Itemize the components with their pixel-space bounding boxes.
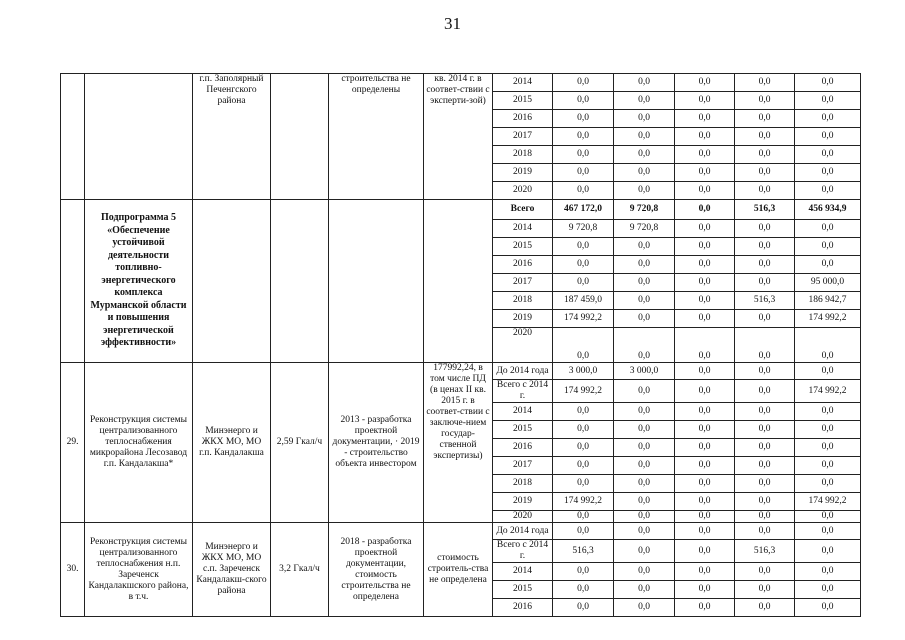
value-cell: 0,0 [735, 439, 795, 457]
value-cell: 0,0 [735, 563, 795, 581]
value-cell: 0,0 [553, 599, 614, 617]
value-cell: 0,0 [675, 274, 735, 292]
value-cell: 0,0 [795, 581, 861, 599]
year-cell: 2015 [493, 421, 553, 439]
year-cell: 2020 [493, 328, 553, 363]
year-cell: 2014 [493, 74, 553, 92]
cost-cell: стоимость строитель-ства не определена [424, 523, 493, 617]
value-cell: 0,0 [675, 220, 735, 238]
value-cell: 0,0 [675, 310, 735, 328]
page-number: 31 [444, 14, 461, 33]
value-cell: 0,0 [614, 581, 675, 599]
value-cell: 0,0 [735, 274, 795, 292]
value-cell: 0,0 [614, 274, 675, 292]
value-cell: 0,0 [553, 128, 614, 146]
value-cell: 0,0 [675, 74, 735, 92]
year-cell: До 2014 года [493, 363, 553, 380]
value-cell: 0,0 [735, 310, 795, 328]
value-cell: 0,0 [553, 274, 614, 292]
value-cell: 0,0 [735, 110, 795, 128]
table-row [61, 200, 861, 220]
year-cell: 2016 [493, 110, 553, 128]
value-cell: 0,0 [553, 256, 614, 274]
value-cell: 0,0 [614, 164, 675, 182]
year-cell: 2014 [493, 563, 553, 581]
value-cell: 0,0 [614, 599, 675, 617]
value-cell: 174 992,2 [553, 493, 614, 511]
value-cell: 0,0 [675, 599, 735, 617]
value-cell: 9 720,8 [614, 220, 675, 238]
value-cell: 0,0 [795, 475, 861, 493]
value-cell: 0,0 [553, 421, 614, 439]
value-cell: 0,0 [614, 421, 675, 439]
value-cell: 0,0 [735, 220, 795, 238]
value-cell: 0,0 [795, 238, 861, 256]
value-cell: 0,0 [795, 457, 861, 475]
value-cell: 0,0 [614, 182, 675, 200]
row-number-cell: 30. [61, 523, 85, 617]
value-cell: 0,0 [675, 540, 735, 563]
table-row [61, 74, 861, 92]
value-cell: 0,0 [553, 511, 614, 523]
table-body [61, 74, 861, 617]
row-number-cell: 29. [61, 363, 85, 523]
value-cell: 0,0 [735, 380, 795, 403]
value-cell: 0,0 [795, 74, 861, 92]
value-cell: 0,0 [795, 439, 861, 457]
value-cell: 0,0 [735, 493, 795, 511]
row-number-cell [61, 200, 85, 363]
value-cell: 0,0 [795, 110, 861, 128]
value-cell: 0,0 [614, 523, 675, 540]
value-cell: 516,3 [735, 292, 795, 310]
executor-cell: Минэнерго и ЖКХ МО, МО с.п. Зареченск Кандалакш-ского района [193, 523, 271, 617]
year-cell: 2019 [493, 310, 553, 328]
year-cell: 2015 [493, 92, 553, 110]
value-cell: 0,0 [735, 182, 795, 200]
value-cell: 0,0 [735, 599, 795, 617]
value-cell: 0,0 [795, 256, 861, 274]
value-cell: 0,0 [675, 182, 735, 200]
value-cell: 0,0 [553, 328, 614, 363]
year-cell: 2018 [493, 475, 553, 493]
value-cell: 0,0 [553, 238, 614, 256]
value-cell: 0,0 [553, 563, 614, 581]
value-cell: 0,0 [675, 457, 735, 475]
value-cell: 0,0 [614, 238, 675, 256]
value-cell: 516,3 [553, 540, 614, 563]
value-cell: 0,0 [614, 310, 675, 328]
value-cell: 0,0 [675, 92, 735, 110]
year-cell: Всего с 2014 г. [493, 540, 553, 563]
value-cell: 0,0 [795, 328, 861, 363]
subprogram-title: Подпрограмма 5 «Обеспечение устойчивой деятельности топливно-энергетического комплекса Мурманской области и повышения энергетической эффективности» [85, 200, 193, 363]
value-cell: 0,0 [675, 328, 735, 363]
cost-cell: кв. 2014 г. в соответ-ствии с эксперти-зой) [424, 74, 493, 200]
value-cell: 0,0 [795, 128, 861, 146]
value-cell: 0,0 [795, 146, 861, 164]
value-cell: 0,0 [553, 403, 614, 421]
value-cell: 0,0 [795, 511, 861, 523]
value-cell: 9 720,8 [614, 200, 675, 220]
value-cell: 0,0 [553, 457, 614, 475]
value-cell: 0,0 [614, 493, 675, 511]
value-cell: 0,0 [675, 110, 735, 128]
capacity-cell: 2,59 Гкал/ч [271, 363, 329, 523]
value-cell: 0,0 [553, 110, 614, 128]
year-cell: 2016 [493, 256, 553, 274]
value-cell: 174 992,2 [795, 380, 861, 403]
value-cell: 0,0 [675, 238, 735, 256]
value-cell: 0,0 [614, 475, 675, 493]
value-cell: 0,0 [553, 475, 614, 493]
value-cell: 0,0 [675, 493, 735, 511]
value-cell: 0,0 [735, 475, 795, 493]
capacity-cell [271, 200, 329, 363]
value-cell: 174 992,2 [553, 310, 614, 328]
value-cell: 0,0 [675, 563, 735, 581]
value-cell: 187 459,0 [553, 292, 614, 310]
executor-cell: г.п. Заполярный Печенгского района [193, 74, 271, 200]
value-cell: 0,0 [795, 599, 861, 617]
value-cell: 0,0 [735, 457, 795, 475]
object-name-cell: Реконструкция системы централизованного теплоснабжения н.п. Зареченск Кандалакшского района, в т.ч. [85, 523, 193, 617]
year-cell: 2019 [493, 493, 553, 511]
value-cell: 0,0 [614, 328, 675, 363]
table-row [61, 523, 861, 540]
capacity-cell: 3,2 Гкал/ч [271, 523, 329, 617]
value-cell: 516,3 [735, 540, 795, 563]
value-cell: 0,0 [735, 238, 795, 256]
value-cell: 0,0 [614, 74, 675, 92]
investment-table [60, 73, 861, 617]
value-cell: 0,0 [735, 363, 795, 380]
executor-cell [193, 200, 271, 363]
value-cell: 0,0 [735, 511, 795, 523]
value-cell: 0,0 [614, 92, 675, 110]
value-cell: 0,0 [614, 540, 675, 563]
value-cell: 0,0 [553, 182, 614, 200]
value-cell: 3 000,0 [614, 363, 675, 380]
stage-cell: 2013 - разработка проектной документации, · 2019 - строительство объекта инвестором [329, 363, 424, 523]
year-cell: 2016 [493, 439, 553, 457]
value-cell: 0,0 [675, 523, 735, 540]
stage-cell: 2018 - разработка проектной документации, стоимость строительства не определена [329, 523, 424, 617]
object-name-cell [85, 74, 193, 200]
value-cell: 0,0 [735, 92, 795, 110]
value-cell: 0,0 [675, 200, 735, 220]
value-cell: 0,0 [675, 581, 735, 599]
cost-cell: 177992,24, в том числе ПД (в ценах II кв. 2015 г. в соответ-ствии с заключе-нием государ-ственной экспертизы) [424, 363, 493, 523]
value-cell: 0,0 [614, 110, 675, 128]
stage-cell: строительства не определены [329, 74, 424, 200]
value-cell: 0,0 [795, 421, 861, 439]
value-cell: 0,0 [675, 256, 735, 274]
value-cell: 0,0 [795, 563, 861, 581]
value-cell: 0,0 [675, 292, 735, 310]
value-cell: 0,0 [553, 74, 614, 92]
stage-cell [329, 200, 424, 363]
row-number-cell [61, 74, 85, 200]
year-cell: До 2014 года [493, 523, 553, 540]
value-cell: 186 942,7 [795, 292, 861, 310]
value-cell: 174 992,2 [553, 380, 614, 403]
value-cell: 0,0 [553, 164, 614, 182]
value-cell: 0,0 [795, 540, 861, 563]
value-cell: 0,0 [614, 563, 675, 581]
value-cell: 0,0 [675, 146, 735, 164]
value-cell: 0,0 [675, 164, 735, 182]
value-cell: 0,0 [553, 146, 614, 164]
value-cell: 0,0 [735, 128, 795, 146]
year-cell: 2015 [493, 581, 553, 599]
year-cell: 2017 [493, 128, 553, 146]
value-cell: 0,0 [795, 363, 861, 380]
year-cell: 2020 [493, 511, 553, 523]
value-cell: 0,0 [553, 439, 614, 457]
value-cell: 0,0 [675, 128, 735, 146]
value-cell: 0,0 [735, 403, 795, 421]
year-cell: 2014 [493, 403, 553, 421]
value-cell: 174 992,2 [795, 310, 861, 328]
cost-cell [424, 200, 493, 363]
value-cell: 0,0 [553, 523, 614, 540]
value-cell: 0,0 [614, 403, 675, 421]
year-cell: 2019 [493, 164, 553, 182]
value-cell: 0,0 [735, 421, 795, 439]
value-cell: 9 720,8 [553, 220, 614, 238]
value-cell: 3 000,0 [553, 363, 614, 380]
value-cell: 0,0 [735, 146, 795, 164]
value-cell: 0,0 [675, 380, 735, 403]
value-cell: 0,0 [675, 475, 735, 493]
year-cell: Всего с 2014 г. [493, 380, 553, 403]
value-cell: 0,0 [735, 581, 795, 599]
value-cell: 0,0 [675, 363, 735, 380]
object-name-cell: Реконструкция системы централизованного теплоснабжения микрорайона Лесозавод г.п. Кандалакша* [85, 363, 193, 523]
value-cell: 0,0 [795, 523, 861, 540]
value-cell: 0,0 [614, 511, 675, 523]
table-row [61, 363, 861, 380]
value-cell: 0,0 [735, 523, 795, 540]
year-cell: 2017 [493, 457, 553, 475]
value-cell: 174 992,2 [795, 493, 861, 511]
value-cell: 456 934,9 [795, 200, 861, 220]
value-cell: 0,0 [675, 421, 735, 439]
value-cell: 0,0 [553, 92, 614, 110]
year-cell: 2015 [493, 238, 553, 256]
year-cell: 2018 [493, 146, 553, 164]
value-cell: 0,0 [614, 146, 675, 164]
value-cell: 467 172,0 [553, 200, 614, 220]
year-cell: 2016 [493, 599, 553, 617]
value-cell: 0,0 [735, 328, 795, 363]
value-cell: 0,0 [735, 74, 795, 92]
year-cell: 2018 [493, 292, 553, 310]
capacity-cell [271, 74, 329, 200]
value-cell: 0,0 [553, 581, 614, 599]
value-cell: 0,0 [795, 182, 861, 200]
value-cell: 0,0 [675, 403, 735, 421]
value-cell: 0,0 [614, 457, 675, 475]
value-cell: 0,0 [675, 439, 735, 457]
value-cell: 0,0 [614, 380, 675, 403]
year-cell: 2014 [493, 220, 553, 238]
year-cell: 2020 [493, 182, 553, 200]
value-cell: 0,0 [614, 256, 675, 274]
value-cell: 0,0 [795, 220, 861, 238]
value-cell: 0,0 [675, 511, 735, 523]
value-cell: 0,0 [795, 403, 861, 421]
value-cell: 0,0 [795, 92, 861, 110]
value-cell: 0,0 [795, 164, 861, 182]
executor-cell: Минэнерго и ЖКХ МО, МО г.п. Кандалакша [193, 363, 271, 523]
year-cell: 2017 [493, 274, 553, 292]
value-cell: 0,0 [735, 164, 795, 182]
value-cell: 0,0 [614, 439, 675, 457]
value-cell: 0,0 [614, 128, 675, 146]
year-cell: Всего [493, 200, 553, 220]
value-cell: 516,3 [735, 200, 795, 220]
value-cell: 95 000,0 [795, 274, 861, 292]
value-cell: 0,0 [614, 292, 675, 310]
value-cell: 0,0 [735, 256, 795, 274]
